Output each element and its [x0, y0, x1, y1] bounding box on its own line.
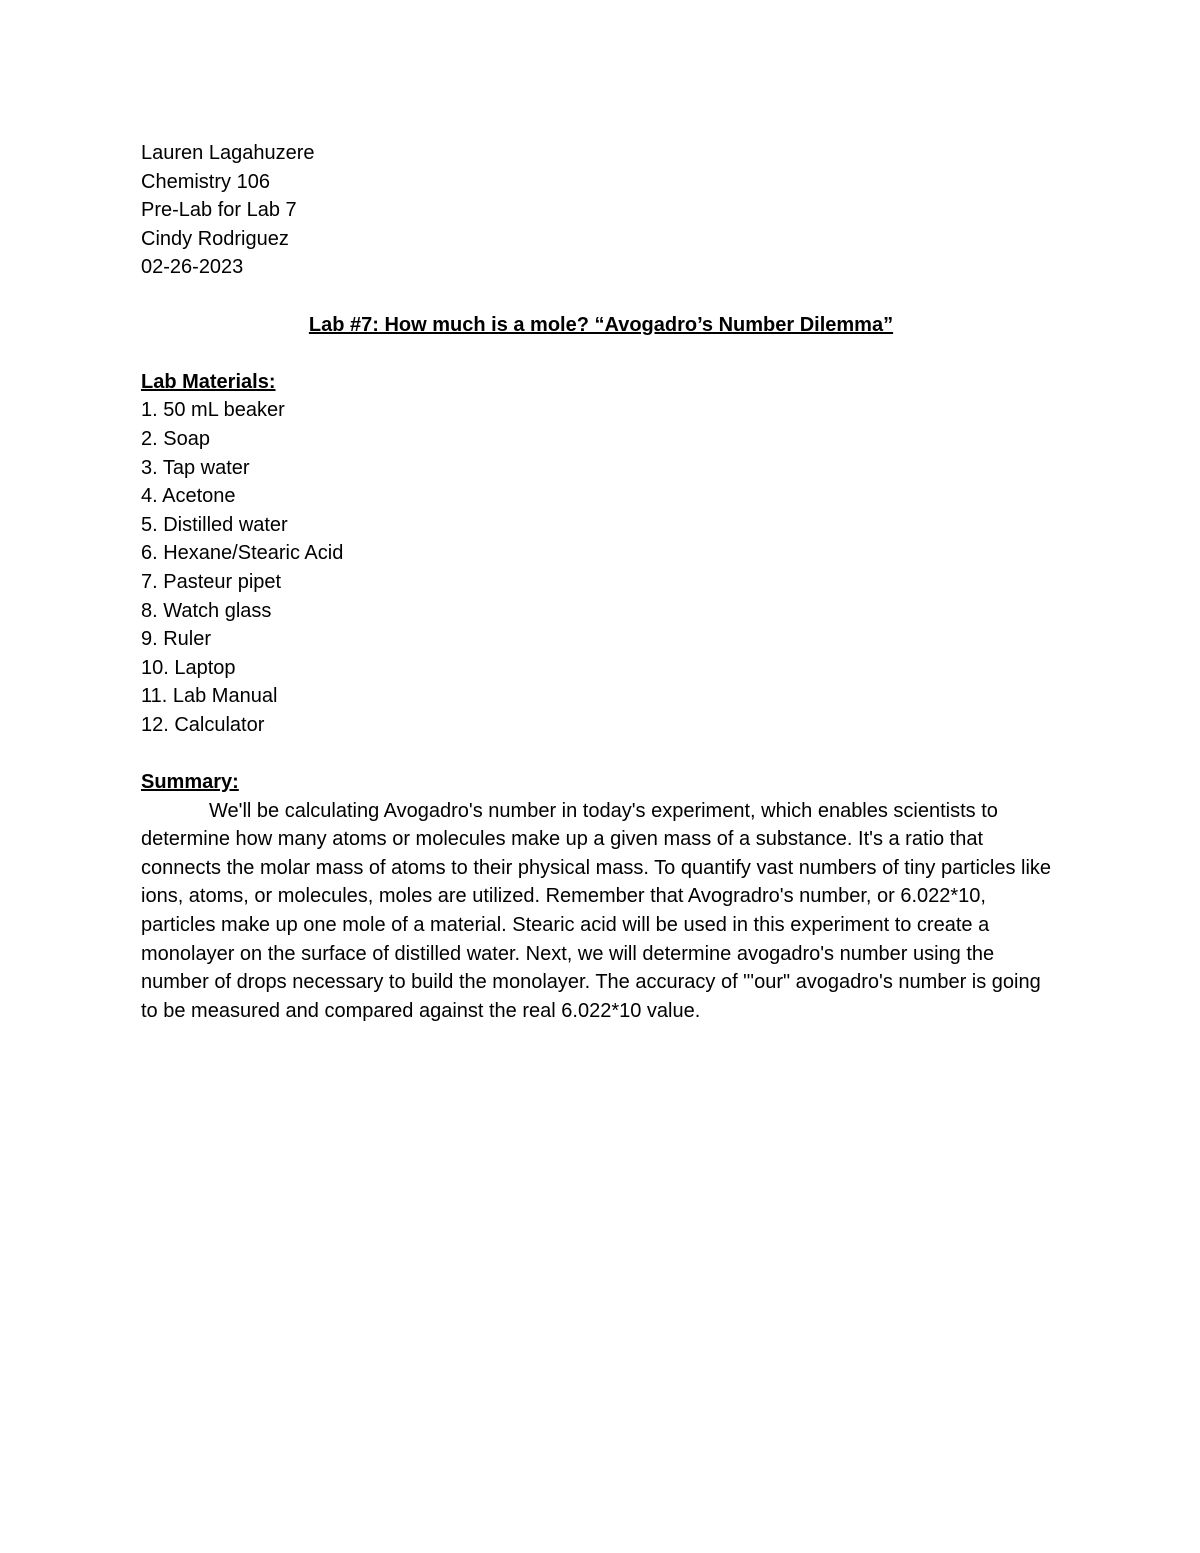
summary-heading: Summary:: [141, 771, 239, 794]
spacer: [141, 282, 1061, 311]
list-item: 7. Pasteur pipet: [141, 570, 282, 593]
list-item: 11. Lab Manual: [141, 685, 278, 708]
list-item: 8. Watch glass: [141, 599, 272, 622]
spacer: [141, 739, 1061, 768]
assignment-name: Pre-Lab for Lab 7: [141, 199, 297, 222]
header-block: [141, 139, 1061, 282]
document-date: 02-26-2023: [141, 256, 244, 279]
materials-list: [141, 396, 1061, 739]
list-item: 1. 50 mL beaker: [141, 399, 285, 422]
list-item: 9. Ruler: [141, 628, 212, 651]
spacer: [141, 339, 1061, 368]
materials-section: [141, 368, 1061, 740]
document-page: [141, 139, 1061, 1025]
materials-heading: Lab Materials:: [141, 370, 276, 393]
list-item: 3. Tap water: [141, 456, 250, 479]
instructor-name: Cindy Rodriguez: [141, 227, 289, 250]
list-item: 10. Laptop: [141, 656, 236, 679]
list-item: 6. Hexane/Stearic Acid: [141, 542, 344, 565]
document-title: Lab #7: How much is a mole? “Avogadro’s Number Dilemma”: [308, 313, 894, 336]
list-item: 4. Acetone: [141, 485, 236, 508]
summary-section: [141, 768, 1061, 1025]
course-name: Chemistry 106: [141, 170, 270, 193]
student-name: Lauren Lagahuzere: [141, 142, 315, 164]
summary-paragraph: We'll be calculating Avogadro's number in today's experiment, which enables scientists to determine how many atoms or molecules make up a given mass of a substance. It's a ratio that connects the molar mass of atoms to their physical mass. To quantify vast numbers of tiny particles like ions, atoms, or molecules, moles are utilized. Remember that Avogradro's number, or 6.022*10, particles make up one mole of a material. Stearic acid will be used in this experiment to create a monolayer on the surface of distilled water. Next, we will determine avogadro's number using the number of drops necessary to build the monolayer. The accuracy of "'our" avogadro's number is going to be measured and compared against the real 6.022*10 value.: [141, 799, 1052, 1022]
list-item: 5. Distilled water: [141, 513, 288, 536]
list-item: 2. Soap: [141, 427, 210, 450]
list-item: 12. Calculator: [141, 713, 265, 736]
